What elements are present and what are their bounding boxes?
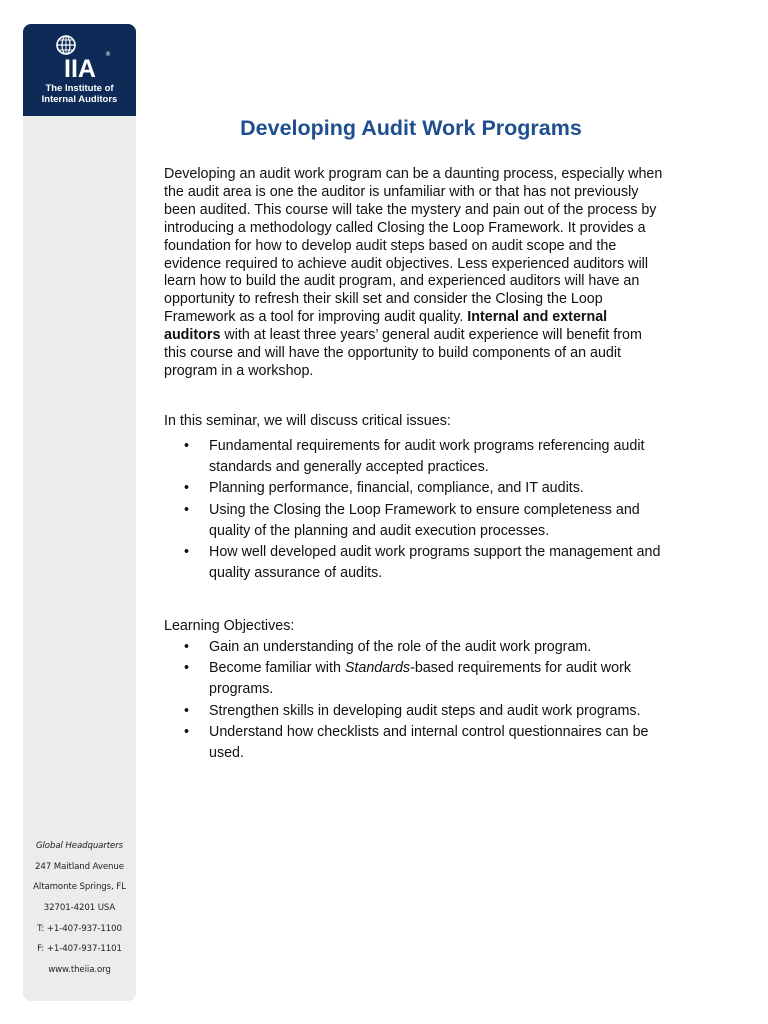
headquarters-address <box>23 836 136 981</box>
iia-globe-logo-icon <box>51 34 111 83</box>
iia-logo-letters: IIA <box>64 55 96 83</box>
list-item <box>164 658 664 700</box>
hq-zip: 32701-4201 USA <box>43 903 116 914</box>
bullet-icon: • <box>184 660 190 677</box>
intro-text-part1: Developing an audit work program can be a daunting process, especially when the audit area is one the auditor is unfamiliar with or that has not previously been audited. This course will take the mystery and pain out of the process by introducing a methodology called Closing the Loop Framework. It provides a foundation for how to develop audit steps based on audit scope and the evidence required to achieve audit objectives. Less experienced auditors will learn how to build the audit program, and experienced auditors will have an opportunity to refresh their skill set and consider the Closing the Loop Framework as a tool for improving audit quality. <box>164 166 663 326</box>
intro-paragraph <box>164 166 664 381</box>
iia-logo <box>23 24 136 116</box>
org-name-line-1: The Institute of <box>45 83 114 94</box>
list-item-text: Using the Closing the Loop Framework to ensure completeness and quality of the planning and audit execution processes. <box>209 501 640 539</box>
list-item-text-pre: Become familiar with <box>209 660 345 677</box>
hq-title: Global Headquarters <box>35 841 124 851</box>
bullet-icon: • <box>184 639 190 655</box>
hq-phone: T: +1-407-937-1100 <box>37 923 122 934</box>
list-item-text: Strengthen skills in developing audit steps and audit work programs. <box>209 702 641 719</box>
sidebar <box>23 24 136 1001</box>
seminar-intro: In this seminar, we will discuss critical issues: <box>164 413 451 429</box>
svg-text:®: ® <box>105 51 111 58</box>
list-item-text: Fundamental requirements for audit work programs referencing audit standards and generally accepted practices. <box>209 438 645 476</box>
list-item-text: How well developed audit work programs support the management and quality assurance of audits. <box>209 544 661 582</box>
org-name-line-2: Internal Auditors <box>41 94 118 105</box>
list-item <box>164 722 664 764</box>
hq-city: Altamonte Springs, FL <box>33 882 126 893</box>
bullet-icon: • <box>184 438 190 454</box>
list-item-text: Gain an understanding of the role of the audit work program. <box>209 639 592 655</box>
list-item <box>164 500 664 542</box>
seminar-issues-list <box>164 436 664 584</box>
intro-text-part2: with at least three years’ general audit experience will benefit from this course and will have the opportunity to build components of an audit program in a workshop. <box>164 327 642 379</box>
bullet-icon: • <box>184 501 190 518</box>
list-item-text: Planning performance, financial, compliance, and IT audits. <box>209 480 584 497</box>
bullet-icon: • <box>184 544 190 561</box>
list-item <box>164 637 664 658</box>
standards-emphasis: Standards <box>344 660 411 677</box>
learning-objectives-heading: Learning Objectives: <box>164 618 295 634</box>
page-title: Developing Audit Work Programs <box>240 116 582 140</box>
list-item <box>164 478 664 499</box>
list-item <box>164 542 664 584</box>
bullet-icon: • <box>184 702 190 719</box>
list-item-text: Understand how checklists and internal control questionnaires can be used. <box>209 723 649 762</box>
list-item <box>164 701 664 722</box>
hq-fax: F: +1-407-937-1101 <box>37 944 122 955</box>
intro-bold-phrase: Internal and external auditors <box>164 309 608 344</box>
list-item <box>164 436 664 478</box>
hq-street: 247 Maitland Avenue <box>35 861 124 872</box>
learning-objectives-list <box>164 637 664 764</box>
bullet-icon: • <box>184 723 190 740</box>
bullet-icon: • <box>184 480 190 497</box>
list-item-text-post: -based requirements for audit work programs. <box>209 660 631 698</box>
hq-website-link[interactable]: www.theiia.org <box>48 965 111 976</box>
